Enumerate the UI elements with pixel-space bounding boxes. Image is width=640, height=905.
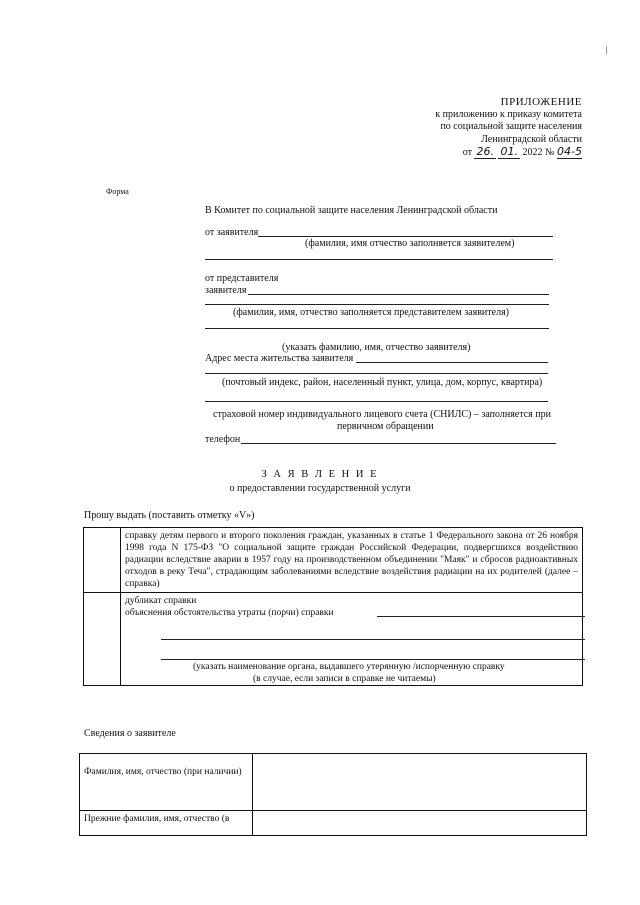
- address-hint: (почтовый индекс, район, населенный пункт, улица, дом, корпус, квартира): [222, 377, 543, 388]
- applicant-hint: (фамилия, имя отчество заполняется заявителем): [305, 238, 515, 249]
- option-text-certificate: [121, 528, 583, 593]
- address-label: Адрес места жительства заявителя: [205, 353, 354, 364]
- applicant-info-prev-label: Прежние фамилия, имя, отчество (в: [84, 814, 230, 824]
- option-row-certificate: [84, 528, 583, 593]
- date-year: 2022 №: [522, 147, 555, 158]
- rep-name-field-3[interactable]: [205, 328, 549, 329]
- date-day: 26.: [476, 145, 494, 158]
- explain-field[interactable]: [377, 616, 585, 617]
- option-explain-label: объяснения обстоятельства утраты (порчи) справки: [125, 608, 334, 618]
- applicant-name-field-2[interactable]: [205, 259, 553, 260]
- margin-mark: [606, 46, 607, 54]
- explain-field-2[interactable]: [161, 639, 585, 640]
- applicant-info-row-prev-name: [80, 811, 587, 836]
- addressee: В Комитет по социальной защите населения Ленинградской области: [205, 205, 498, 216]
- snils-label-2: первичном обращении: [337, 421, 434, 432]
- appendix-title: ПРИЛОЖЕНИЕ: [500, 96, 582, 108]
- options-table: [83, 527, 583, 686]
- date-month: 01.: [500, 145, 518, 158]
- applicant-info-prev-value[interactable]: [253, 811, 587, 836]
- org-hint-2: (в случае, если записи в справке не читаемы): [253, 674, 436, 684]
- from-rep-label-2: заявителя: [205, 285, 247, 296]
- option-checkbox-certificate[interactable]: [84, 528, 121, 593]
- rep-name-field[interactable]: [248, 294, 549, 295]
- option-text-duplicate: [121, 593, 583, 686]
- applicant-info-name-value[interactable]: [253, 754, 587, 811]
- explain-field-3[interactable]: [161, 659, 585, 660]
- phone-field[interactable]: [241, 443, 556, 444]
- appendix-line-3: Ленинградской области: [481, 133, 582, 145]
- address-field[interactable]: [356, 362, 548, 363]
- indicate-hint: (указать фамилию, имя, отчество заявителя): [282, 342, 471, 353]
- applicant-name-field[interactable]: [258, 236, 553, 237]
- form-label: Форма: [106, 187, 129, 196]
- org-hint-1: (указать наименование органа, выдавшего утерянную /испорченную справку: [193, 662, 505, 672]
- order-number: 04-5: [557, 145, 582, 158]
- rep-hint: (фамилия, имя, отчество заполняется представителем заявителя): [233, 307, 509, 318]
- statement-title: З А Я В Л Е Н И Е: [261, 469, 379, 480]
- applicant-info-name-label-cell: [80, 754, 253, 811]
- snils-label-1: страховой номер индивидуального лицевого счета (СНИЛС) – заполняется при: [213, 409, 551, 420]
- applicant-info-row-name: [80, 754, 587, 811]
- applicant-info-prev-label-cell: [80, 811, 253, 836]
- option-row-duplicate: [84, 593, 583, 686]
- statement-subtitle: о предоставлении государственной услуги: [229, 483, 411, 494]
- from-rep-label-1: от представителя: [205, 273, 279, 284]
- applicant-info-table: [79, 753, 587, 836]
- option-certificate-label: справку детям первого и второго поколения граждан, указанных в статье 1 Федерального закона от 26 ноября 1998 года N 175-ФЗ "О социальной защите граждан Российской Федерации, подвергшихся воздействию радиации вследствие аварии в 1957 году на производственном объединении "Маяк" и сбросов радиоактивных отходов в реку Теча", страдающим заболеваниями вследствие воздействия радиации на их родителей (далее – справка): [125, 531, 578, 589]
- appendix-line-2: по социальной защите населения: [440, 121, 582, 132]
- address-field-2[interactable]: [205, 373, 548, 374]
- rep-name-field-2[interactable]: [205, 304, 549, 305]
- phone-label: телефон: [205, 434, 241, 445]
- option-checkbox-duplicate[interactable]: [84, 593, 121, 686]
- address-field-3[interactable]: [205, 401, 548, 402]
- date-prefix: от: [462, 147, 472, 158]
- from-applicant-label: от заявителя: [205, 227, 259, 238]
- applicant-info-title: Сведения о заявителе: [84, 728, 176, 739]
- appendix-header: [435, 96, 582, 160]
- option-duplicate-label: дубликат справки: [125, 596, 197, 606]
- applicant-info-name-label: Фамилия, имя, отчество (при наличии): [84, 767, 242, 777]
- appendix-date-line: [435, 146, 582, 160]
- request-label: Прошу выдать (поставить отметку «V»): [84, 510, 255, 521]
- appendix-line-1: к приложению к приказу комитета: [435, 108, 582, 120]
